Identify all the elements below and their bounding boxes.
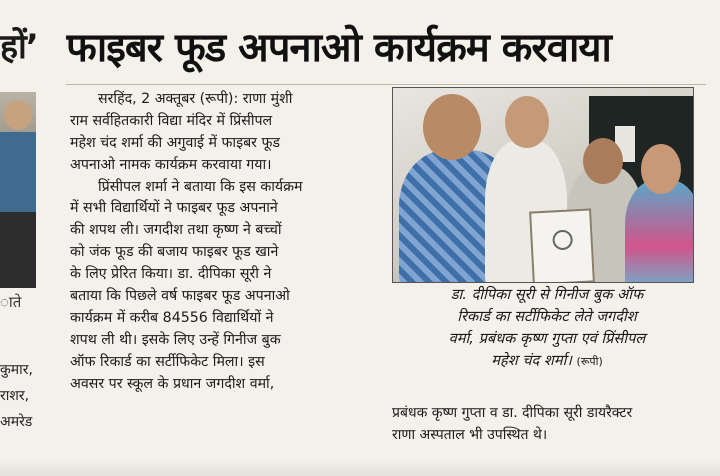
article-body xyxy=(70,89,382,395)
caption-line: महेश चंद शर्मा। xyxy=(491,352,572,369)
neighbor-photo-shirt xyxy=(0,132,36,212)
body-line: प्रिंसीपल शर्मा ने बताया कि इस कार्यक्रम xyxy=(98,178,303,195)
body-line: राम सर्वहितकारी विद्या मंदिर में प्रिंसीपल xyxy=(70,112,273,129)
continuation-line: प्रबंधक कृष्ण गुप्ता व डा. दीपिका सूरी डायरैक्टर xyxy=(392,405,633,421)
continuation-line: राणा अस्पताल भी उपस्थित थे। xyxy=(392,427,548,443)
body-line: महेश चंद शर्मा की अगुवाई में फाइबर फूड xyxy=(70,134,281,151)
headline-rule xyxy=(66,84,706,85)
neighbor-headline-fragment: हों’ xyxy=(0,27,38,67)
body-line: की शपथ ली। जगदीश तथा कृष्ण ने बच्चों xyxy=(70,222,282,239)
certificate-seal-icon xyxy=(552,229,573,250)
photo-person-deepika xyxy=(625,180,694,283)
photo-caption xyxy=(392,284,702,373)
photo-credit: (रूपी) xyxy=(576,355,603,368)
neighbor-text-line: राशर, xyxy=(0,388,30,404)
photo-person-head xyxy=(641,144,681,194)
body-line: शपथ ली थी। इसके लिए उन्हें गिनीज बुक xyxy=(70,331,281,348)
article-headline: फाइबर फूड अपनाओ कार्यक्रम करवाया xyxy=(66,25,611,71)
body-line: के लिए प्रेरित किया। डा. दीपिका सूरी ने xyxy=(70,266,272,283)
photo-person-head xyxy=(423,94,481,160)
caption-line: वर्मा, प्रबंधक कृष्ण गुप्ता एवं प्रिंसीपल xyxy=(448,330,646,347)
caption-line: रिकार्ड का सर्टीफिकेट लेते जगदीश xyxy=(457,308,637,325)
page-bottom-edge xyxy=(0,460,720,476)
neighbor-text-line: अमरेड xyxy=(0,414,33,430)
body-line: अपनाओ नामक कार्यक्रम करवाया गया। xyxy=(70,156,272,173)
body-line: बताया कि पिछले वर्ष फाइबर फूड अपनाओ xyxy=(70,288,290,305)
neighbor-photo-trousers xyxy=(0,212,36,288)
photo-person-head xyxy=(583,138,623,184)
body-line: सरहिंद, 2 अक्तूबर (रूपी): राणा मुंशी xyxy=(98,91,293,107)
body-line: कार्यक्रम में करीब 84556 विद्यार्थियों ने xyxy=(70,309,274,326)
body-line: में सभी विद्यार्थियों ने फाइबर फूड अपनाने xyxy=(70,200,278,217)
photo-person-head xyxy=(505,96,549,148)
neighbor-photo xyxy=(0,92,36,288)
body-line: को जंक फूड की बजाय फाइबर फूड खाने xyxy=(70,244,279,261)
neighbor-photo-caption-fragment: ाते xyxy=(0,293,22,311)
body-line: अवसर पर स्कूल के प्रधान जगदीश वर्मा, xyxy=(70,375,275,392)
neighbor-text-line: कुमार, xyxy=(0,362,33,378)
body-line: ऑफ रिकार्ड का सर्टीफिकेट मिला। इस xyxy=(70,353,265,370)
neighbor-photo-face xyxy=(4,100,32,130)
article-continuation xyxy=(392,402,708,446)
caption-line: डा. दीपिका सूरी से गिनीज बुक ऑफ xyxy=(450,286,644,303)
news-photo xyxy=(392,87,694,283)
photo-certificate xyxy=(529,208,595,283)
